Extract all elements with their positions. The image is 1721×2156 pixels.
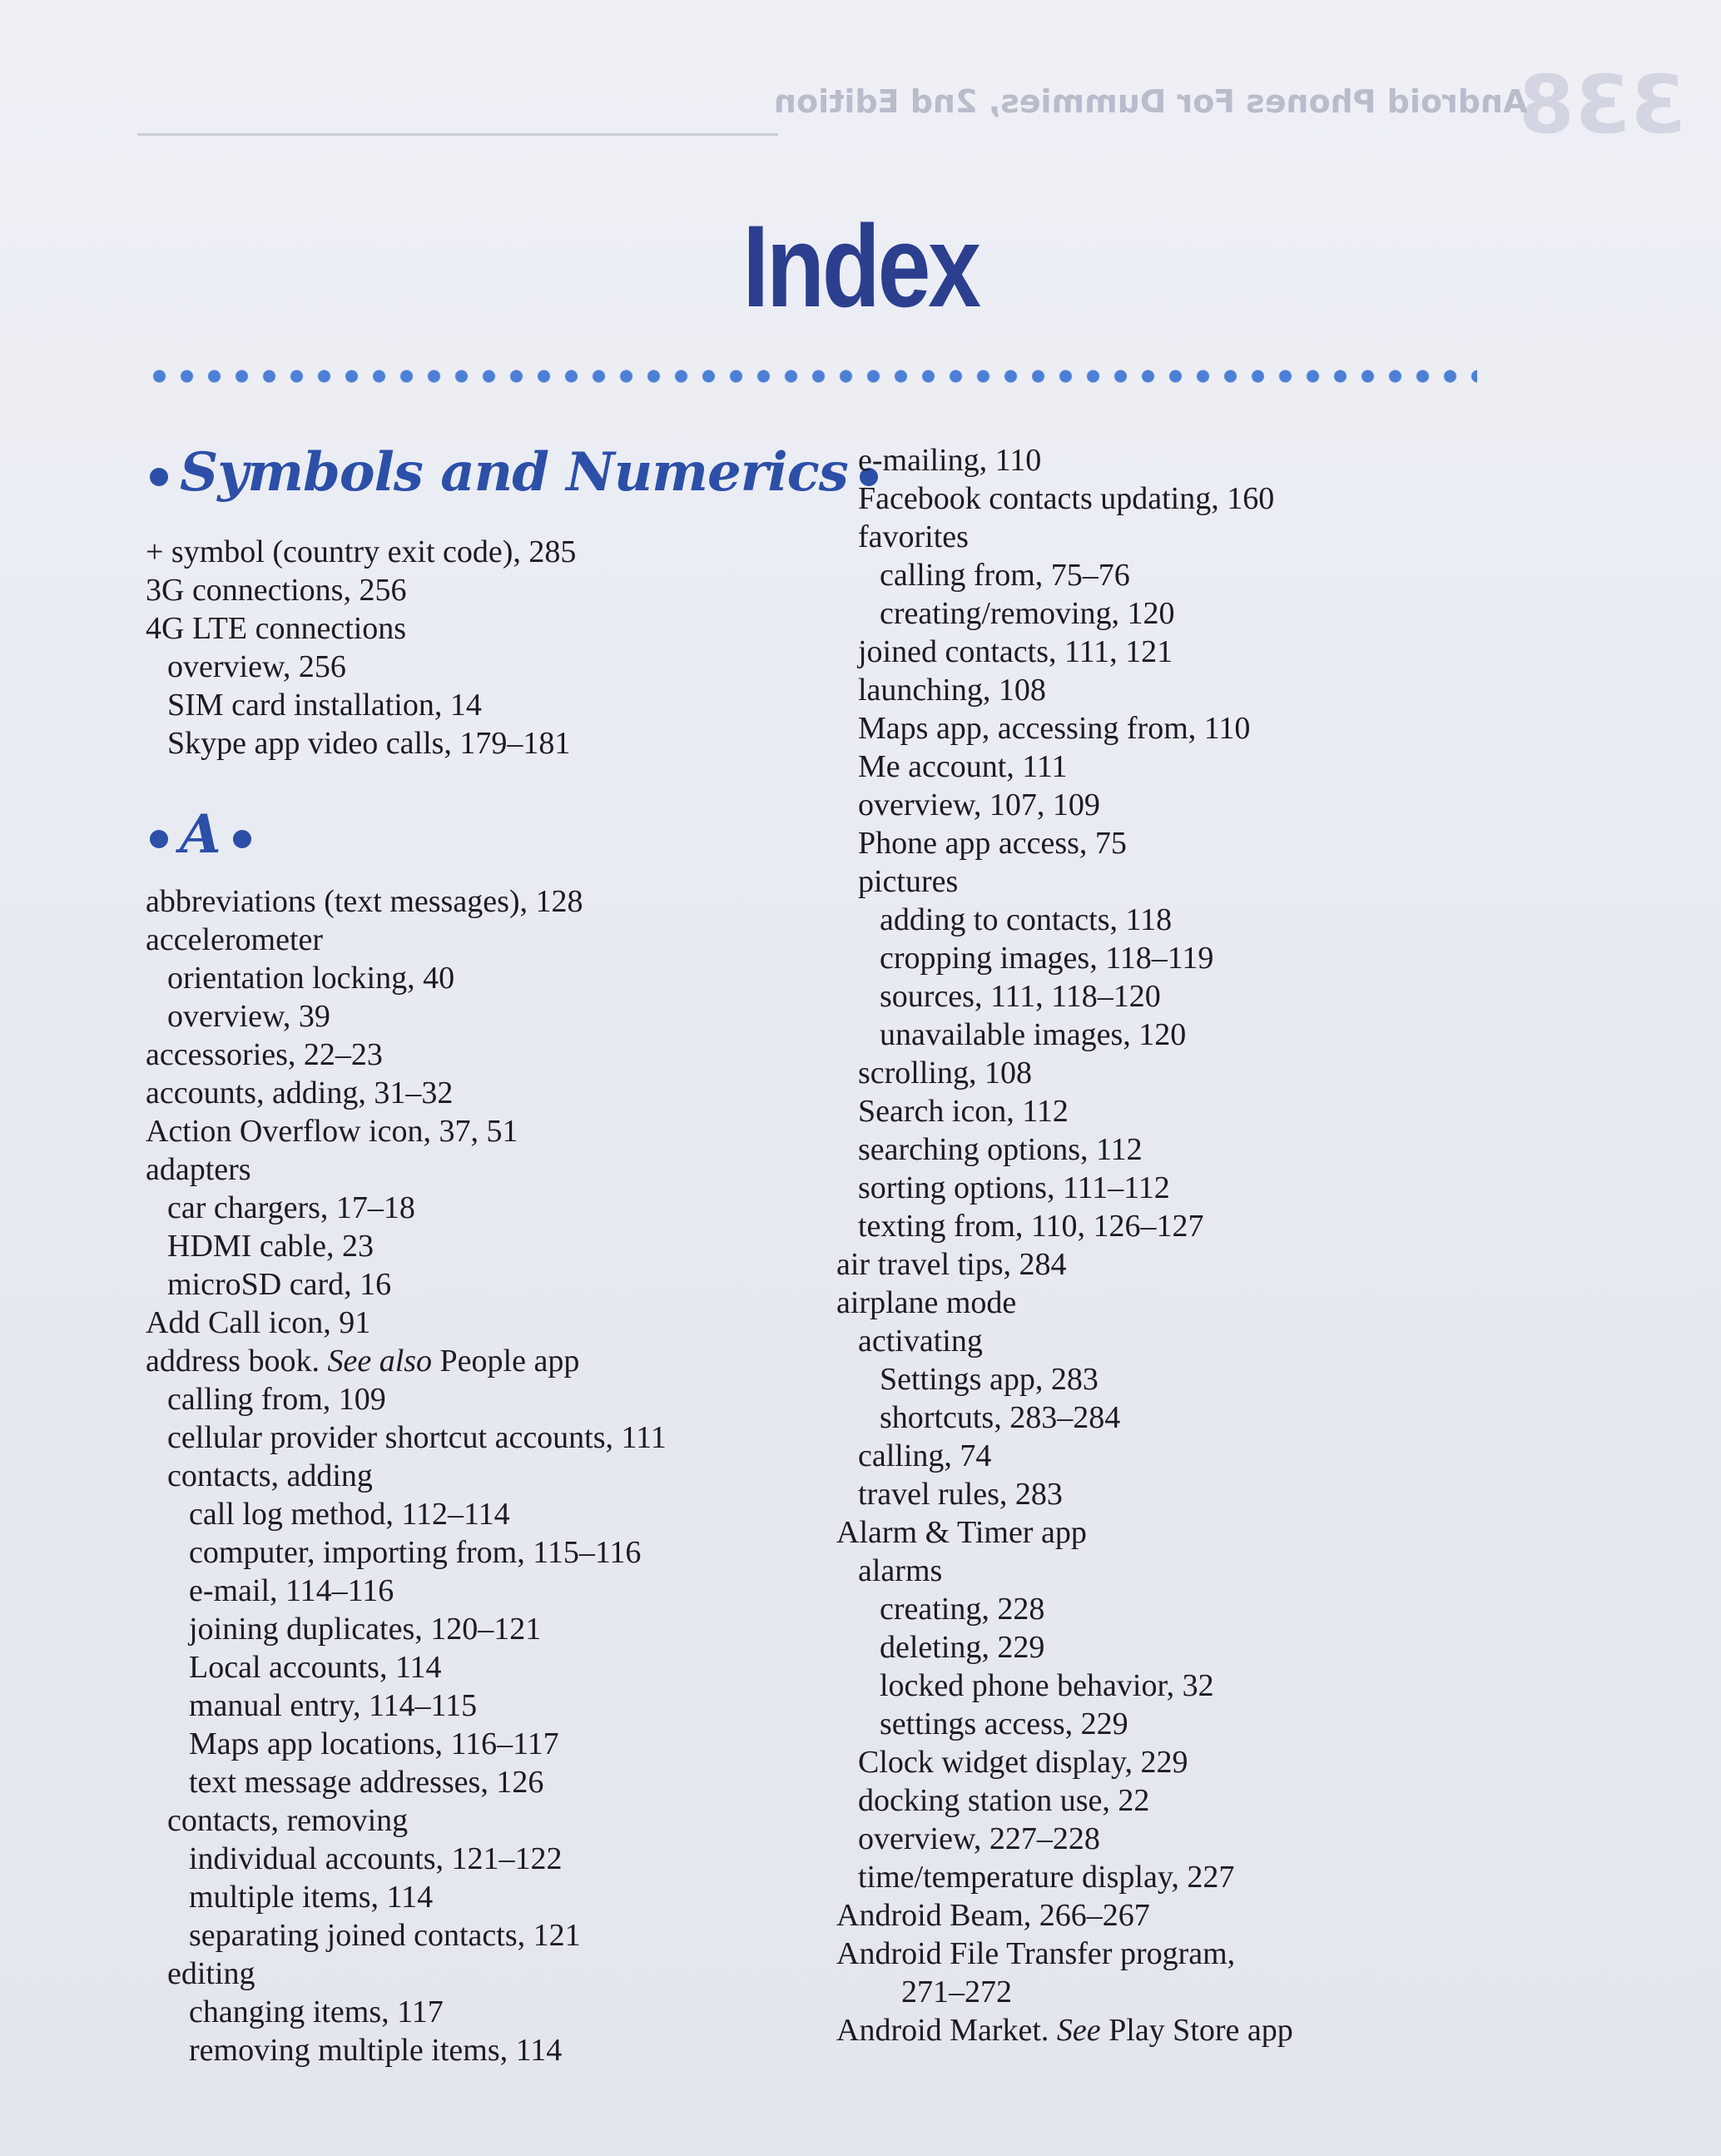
section-heading-symbols-text: Symbols and Numerics <box>180 441 848 504</box>
index-entry: travel rules, 283 <box>858 1477 1063 1512</box>
index-entry: air travel tips, 284 <box>836 1247 1067 1282</box>
index-entry: removing multiple items, 114 <box>189 2033 563 2068</box>
index-entry: orientation locking, 40 <box>167 961 455 996</box>
index-entry: e-mail, 114–116 <box>189 1573 394 1608</box>
index-entry: Maps app, accessing from, 110 <box>858 711 1251 746</box>
bleed-through-page-number: 338 <box>1519 58 1686 152</box>
index-entry: Add Call icon, 91 <box>146 1305 371 1340</box>
index-entry: settings access, 229 <box>880 1706 1128 1741</box>
index-entry: creating/removing, 120 <box>880 596 1175 631</box>
index-entry: scrolling, 108 <box>858 1056 1032 1090</box>
index-entry: Alarm & Timer app <box>836 1515 1087 1550</box>
index-entry: editing <box>167 1956 255 1991</box>
index-entry: calling from, 109 <box>167 1382 386 1417</box>
index-entry: deleting, 229 <box>880 1630 1045 1665</box>
index-entry: overview, 256 <box>167 649 346 684</box>
index-entry: joining duplicates, 120–121 <box>189 1612 542 1647</box>
index-entry: overview, 227–228 <box>858 1821 1100 1856</box>
index-entry: launching, 108 <box>858 673 1046 708</box>
index-entry: favorites <box>858 519 969 554</box>
index-entry <box>836 2011 1293 2049</box>
index-entry: 4G LTE connections <box>146 611 407 646</box>
bleed-through-rule <box>137 133 778 136</box>
symbols-entry-list <box>146 533 576 763</box>
index-entry: cropping images, 118–119 <box>880 941 1214 976</box>
index-entry: Settings app, 283 <box>880 1362 1099 1397</box>
index-entry: Facebook contacts updating, 160 <box>858 481 1275 516</box>
a-entry-list-right <box>836 441 1293 2049</box>
index-entry: texting from, 110, 126–127 <box>858 1209 1204 1244</box>
index-entry: creating, 228 <box>880 1592 1045 1627</box>
index-entry: microSD card, 16 <box>167 1267 392 1302</box>
index-entry: locked phone behavior, 32 <box>880 1668 1214 1703</box>
index-entry: SIM card installation, 14 <box>167 688 482 723</box>
index-entry-text: Play Store app <box>1100 2013 1293 2048</box>
index-entry: adapters <box>146 1152 251 1187</box>
index-entry: sorting options, 111–112 <box>858 1170 1170 1205</box>
section-heading-a <box>150 803 263 866</box>
index-entry: 271–272 <box>901 1975 1012 2009</box>
index-entry: contacts, adding <box>167 1458 373 1493</box>
index-entry: call log method, 112–114 <box>189 1497 510 1532</box>
index-entry: adding to contacts, 118 <box>880 902 1173 937</box>
index-entry: manual entry, 114–115 <box>189 1688 478 1723</box>
index-entry: Search icon, 112 <box>858 1094 1069 1129</box>
index-entry-text: Android Market. <box>836 2013 1057 2048</box>
a-entry-list-left <box>146 882 667 2069</box>
index-entry: Skype app video calls, 179–181 <box>167 726 571 761</box>
see-reference: See <box>1056 2013 1101 2048</box>
index-entry: Action Overflow icon, 37, 51 <box>146 1114 518 1149</box>
index-entry: accelerometer <box>146 922 324 957</box>
dotted-divider <box>146 368 1477 385</box>
index-entry: computer, importing from, 115–116 <box>189 1535 642 1570</box>
index-entry-text: People app <box>432 1344 580 1379</box>
index-entry: multiple items, 114 <box>189 1880 434 1915</box>
index-entry: changing items, 117 <box>189 1995 444 2029</box>
index-entry: HDMI cable, 23 <box>167 1229 374 1264</box>
index-entry: airplane mode <box>836 1285 1017 1320</box>
bullet-icon <box>233 830 251 848</box>
index-entry: Phone app access, 75 <box>858 826 1127 861</box>
index-entry: separating joined contacts, 121 <box>189 1918 581 1953</box>
index-entry: overview, 39 <box>167 999 330 1034</box>
index-entry: Android Beam, 266–267 <box>836 1898 1150 1933</box>
index-entry: sources, 111, 118–120 <box>880 979 1161 1014</box>
index-entry: docking station use, 22 <box>858 1783 1150 1818</box>
index-entry: + symbol (country exit code), 285 <box>146 534 577 569</box>
bleed-through-running-header: Android Phones For Dummies, 2nd Edition <box>774 83 1528 120</box>
index-entry: text message addresses, 126 <box>189 1765 544 1800</box>
index-entry: Local accounts, 114 <box>189 1650 442 1685</box>
index-entry: activating <box>858 1324 983 1359</box>
index-entry: Me account, 111 <box>858 749 1068 784</box>
index-entry: abbreviations (text messages), 128 <box>146 884 583 919</box>
index-entry: cellular provider shortcut accounts, 111 <box>167 1420 667 1455</box>
index-entry: Clock widget display, 229 <box>858 1745 1188 1780</box>
page-title: Index <box>742 201 979 331</box>
index-entry: Maps app locations, 116–117 <box>189 1726 559 1761</box>
index-entry: searching options, 112 <box>858 1132 1143 1167</box>
index-entry: calling from, 75–76 <box>880 558 1130 593</box>
index-entry: accessories, 22–23 <box>146 1037 383 1072</box>
index-entry: accounts, adding, 31–32 <box>146 1076 454 1110</box>
index-entry: pictures <box>858 864 959 899</box>
index-entry: overview, 107, 109 <box>858 787 1100 822</box>
index-entry: calling, 74 <box>858 1438 992 1473</box>
index-entry <box>146 1342 667 1380</box>
index-entry: e-mailing, 110 <box>858 443 1042 478</box>
index-entry: contacts, removing <box>167 1803 409 1838</box>
section-heading-a-text: A <box>180 803 221 866</box>
section-heading-symbols <box>150 441 890 504</box>
index-entry: shortcuts, 283–284 <box>880 1400 1121 1435</box>
bullet-icon <box>150 830 168 848</box>
see-reference: See also <box>327 1344 433 1379</box>
bullet-icon <box>150 468 168 486</box>
index-entry: 3G connections, 256 <box>146 573 407 608</box>
index-entry: unavailable images, 120 <box>880 1017 1187 1052</box>
index-entry: car chargers, 17–18 <box>167 1190 415 1225</box>
index-entry: alarms <box>858 1553 943 1588</box>
index-entry-text: address book. <box>146 1344 328 1379</box>
index-entry: Android File Transfer program, <box>836 1936 1236 1971</box>
index-entry: individual accounts, 121–122 <box>189 1841 563 1876</box>
index-entry: joined contacts, 111, 121 <box>858 634 1173 669</box>
index-entry: time/temperature display, 227 <box>858 1860 1235 1895</box>
